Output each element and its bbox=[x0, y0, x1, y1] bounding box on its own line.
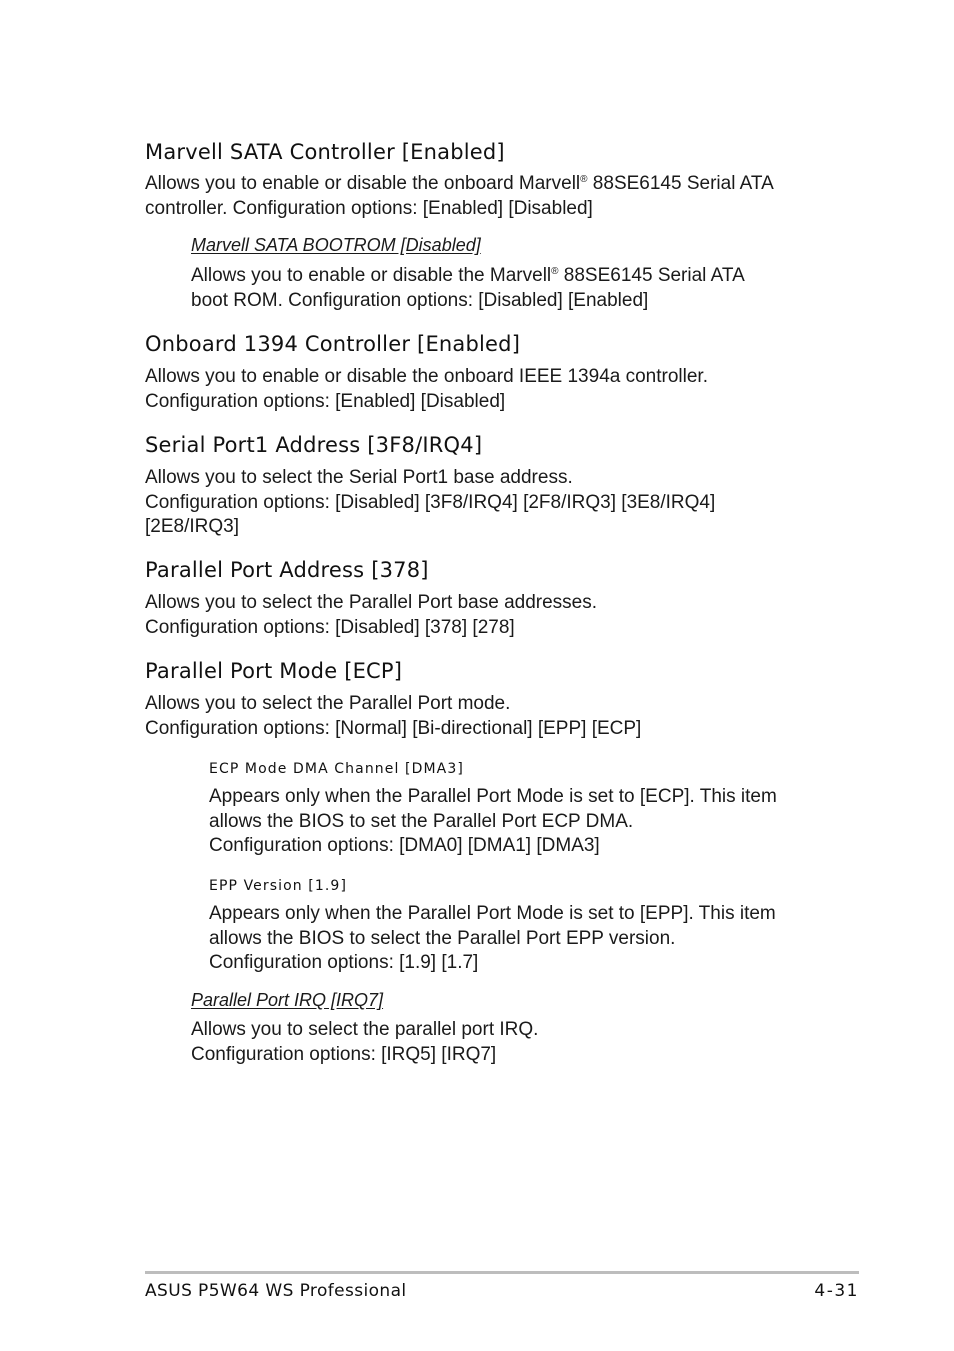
subheading-epp-version: EPP Version [1.9] bbox=[209, 878, 348, 894]
text-fragment: Allows you to enable or disable the Marvell bbox=[191, 265, 552, 286]
paragraph-line: Appears only when the Parallel Port Mode is set to [ECP]. This item bbox=[209, 786, 777, 807]
paragraph-line: Configuration options: [Disabled] [3F8/IRQ4] [2F8/IRQ3] [3E8/IRQ4] bbox=[145, 491, 716, 513]
paragraph-line: Configuration options: [1.9] [1.7] bbox=[209, 952, 479, 973]
heading-parallel-port-mode: Parallel Port Mode [ECP] bbox=[145, 659, 403, 683]
heading-onboard-1394-controller: Onboard 1394 Controller [Enabled] bbox=[145, 332, 521, 356]
paragraph-line: Allows you to select the Parallel Port base addresses. bbox=[145, 592, 598, 613]
paragraph-line: Allows you to select the parallel port IRQ. bbox=[191, 1019, 539, 1040]
heading-parallel-port-address: Parallel Port Address [378] bbox=[145, 558, 429, 582]
footer-product-name: ASUS P5W64 WS Professional bbox=[145, 1281, 407, 1301]
subheading-ecp-mode-dma-channel: ECP Mode DMA Channel [DMA3] bbox=[209, 761, 464, 777]
paragraph-parallel-port-address bbox=[145, 591, 597, 640]
paragraph-line: allows the BIOS to select the Parallel Port EPP version. bbox=[209, 927, 676, 949]
paragraph-line: Configuration options: [DMA0] [DMA1] [DMA3] bbox=[209, 835, 600, 856]
paragraph-line: Configuration options: [Enabled] [Disabled] bbox=[145, 390, 506, 412]
text-fragment: Allows you to enable or disable the onboard Marvell bbox=[145, 173, 581, 194]
paragraph-line: Configuration options: [Normal] [Bi-directional] [EPP] [ECP] bbox=[145, 717, 642, 739]
paragraph-line: Appears only when the Parallel Port Mode is set to [EPP]. This item bbox=[209, 903, 776, 924]
text-fragment: 88SE6145 Serial ATA bbox=[587, 173, 774, 194]
paragraph-line bbox=[145, 172, 774, 197]
subheading-parallel-port-irq: Parallel Port IRQ [IRQ7] bbox=[191, 990, 384, 1010]
text-fragment: 88SE6145 Serial ATA bbox=[558, 265, 745, 286]
paragraph-line: boot ROM. Configuration options: [Disabled] [Enabled] bbox=[191, 289, 649, 311]
paragraph-parallel-port-irq bbox=[191, 1018, 538, 1067]
registered-mark: ® bbox=[580, 174, 588, 185]
paragraph-line: allows the BIOS to set the Parallel Port ECP DMA. bbox=[209, 810, 634, 832]
paragraph-line: controller. Configuration options: [Enabled] [Disabled] bbox=[145, 197, 593, 219]
heading-serial-port1-address: Serial Port1 Address [3F8/IRQ4] bbox=[145, 433, 483, 457]
registered-mark: ® bbox=[551, 266, 559, 277]
paragraph-line: Configuration options: [Disabled] [378] [278] bbox=[145, 616, 515, 638]
paragraph-line bbox=[191, 264, 745, 289]
paragraph-line: Allows you to select the Parallel Port mode. bbox=[145, 693, 511, 714]
paragraph-serial-port1-address bbox=[145, 466, 715, 540]
paragraph-ecp-mode-dma-channel bbox=[209, 785, 777, 859]
paragraph-line: Configuration options: [IRQ5] [IRQ7] bbox=[191, 1043, 497, 1065]
paragraph-line: Allows you to select the Serial Port1 base address. bbox=[145, 467, 573, 488]
paragraph-onboard-1394-controller bbox=[145, 365, 708, 414]
paragraph-line: Allows you to enable or disable the onboard IEEE 1394a controller. bbox=[145, 366, 708, 387]
paragraph-parallel-port-mode bbox=[145, 692, 641, 741]
subheading-marvell-sata-bootrom: Marvell SATA BOOTROM [Disabled] bbox=[191, 235, 481, 255]
footer-page-number: 4-31 bbox=[814, 1281, 859, 1301]
heading-marvell-sata-controller: Marvell SATA Controller [Enabled] bbox=[145, 140, 505, 164]
paragraph-epp-version bbox=[209, 902, 776, 976]
paragraph-marvell-sata-bootrom bbox=[191, 264, 745, 313]
paragraph-marvell-sata-controller bbox=[145, 172, 774, 221]
footer-divider bbox=[145, 1271, 859, 1274]
paragraph-line: [2E8/IRQ3] bbox=[145, 516, 239, 537]
